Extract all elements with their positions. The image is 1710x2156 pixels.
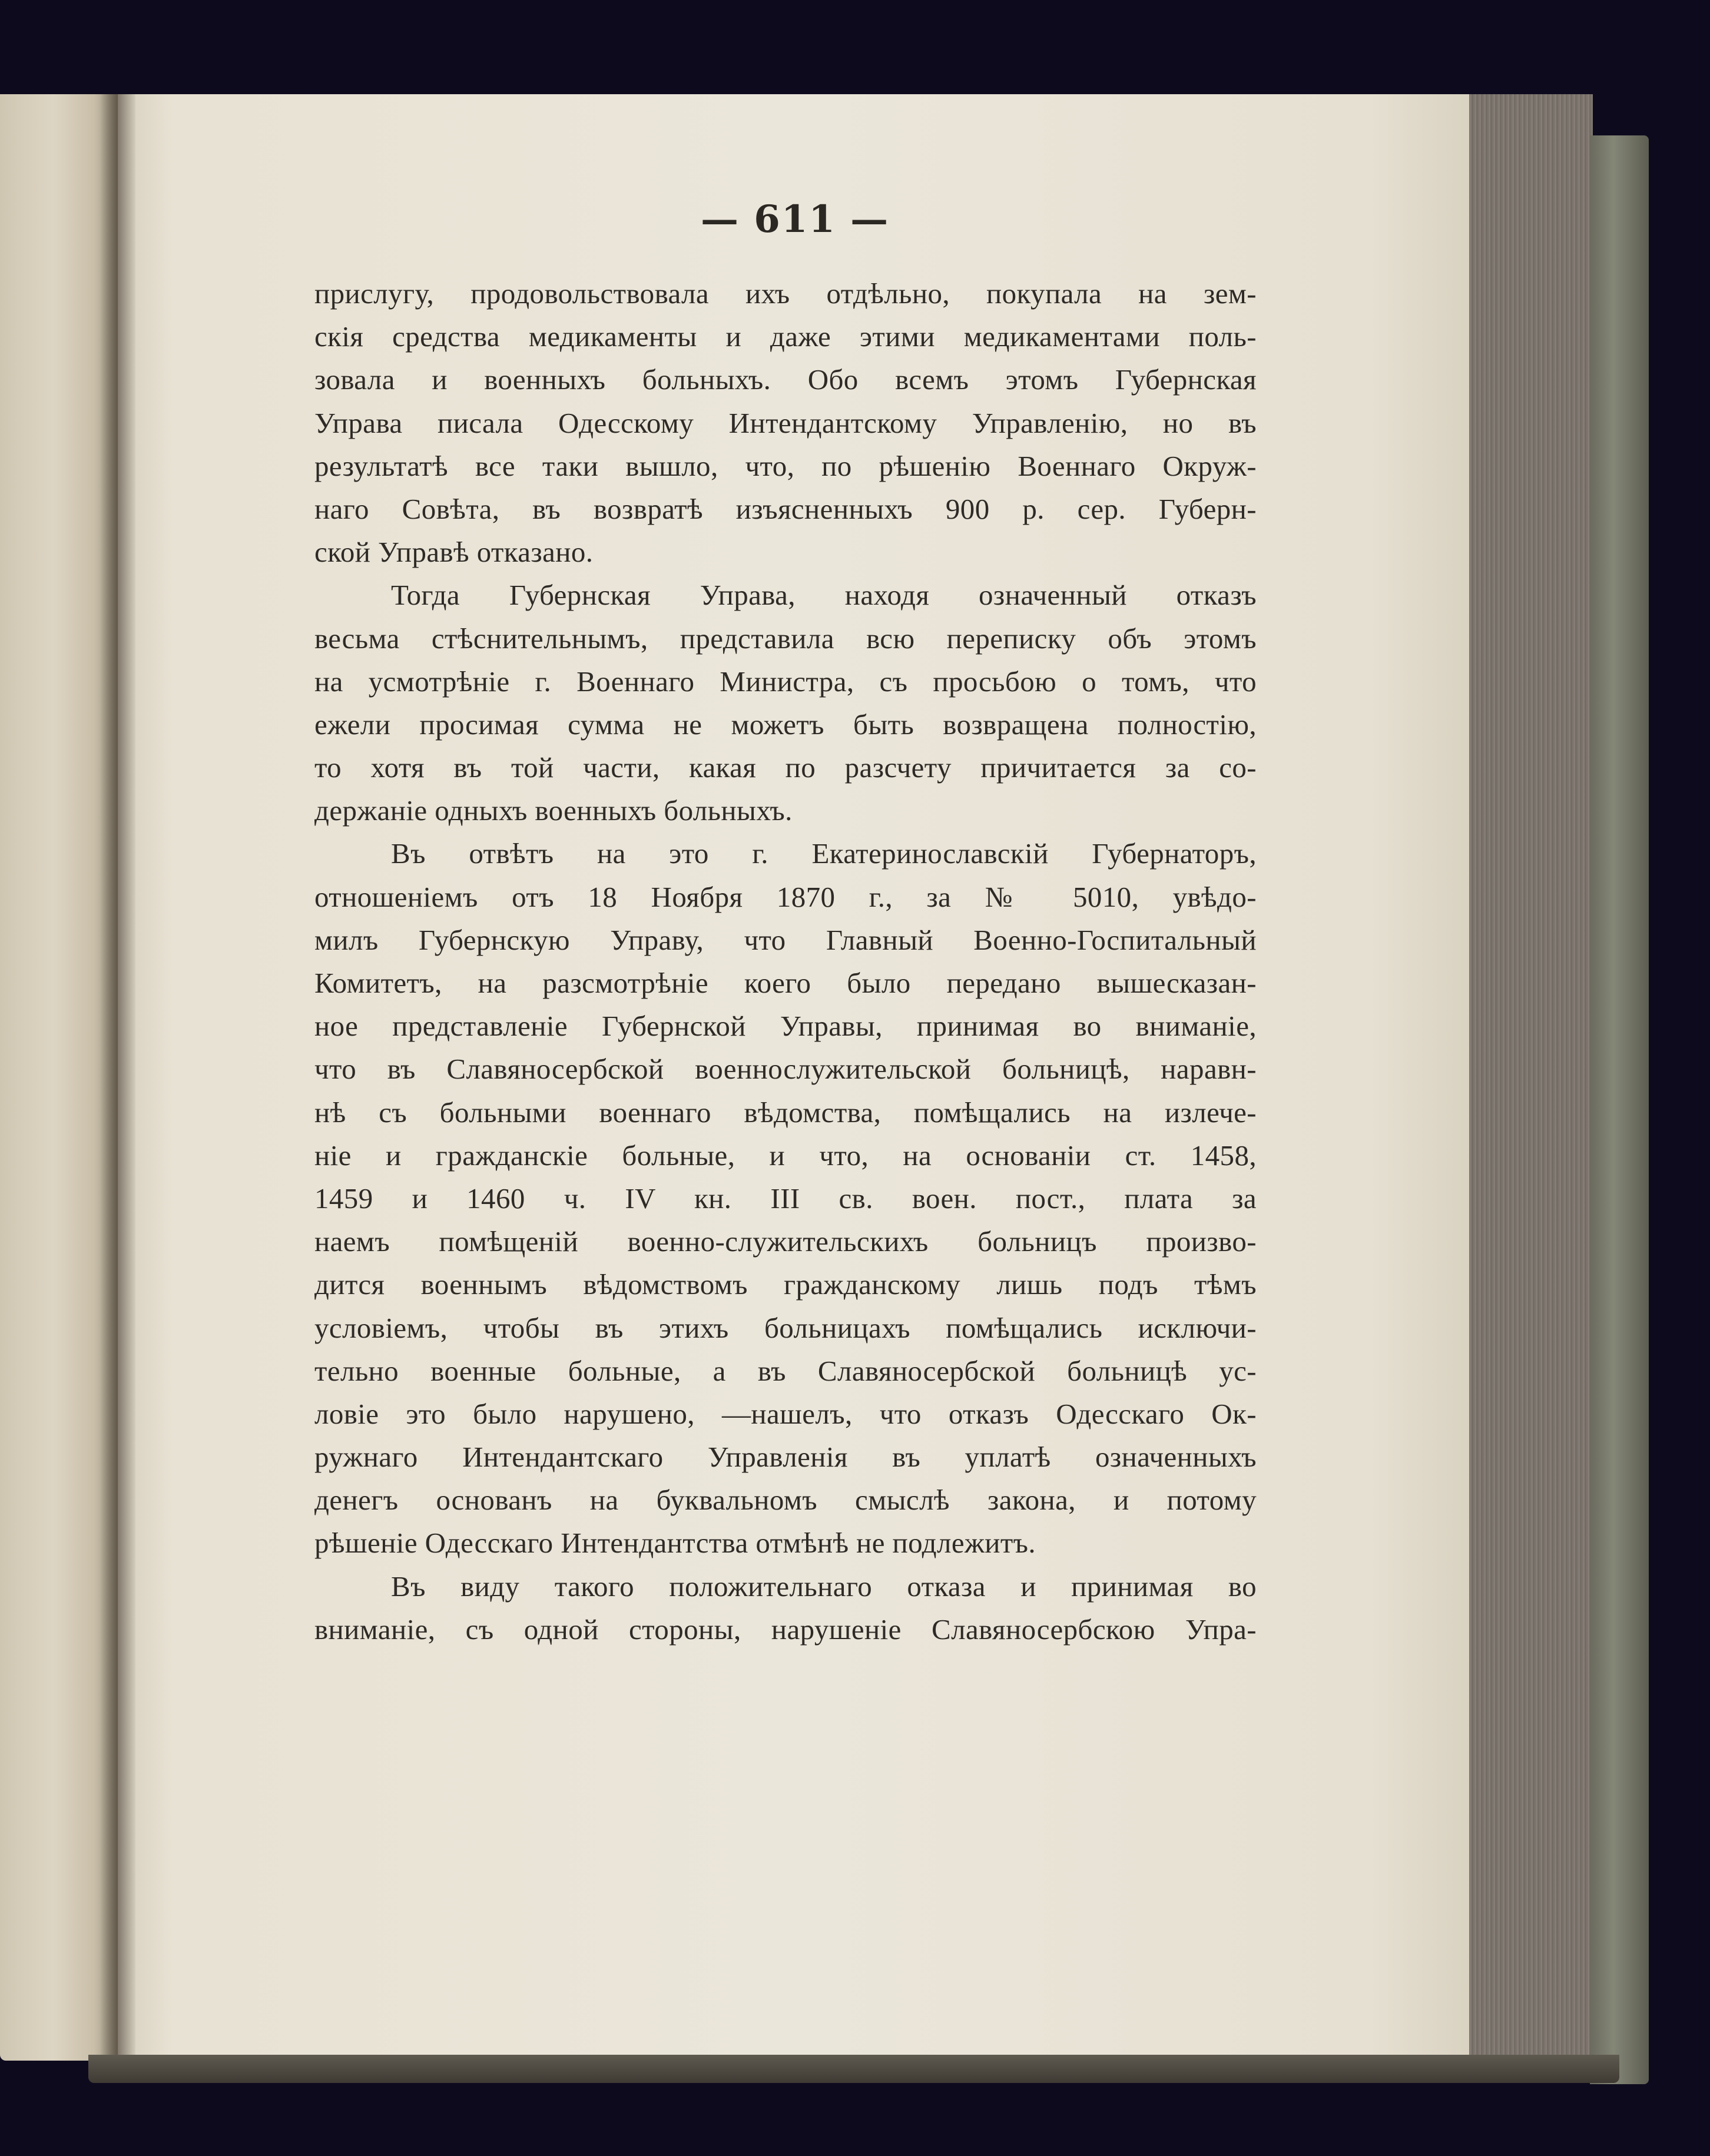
text-line: то хотя въ той части, какая по разсчету причитается за со- [314, 751, 1257, 784]
book-cover-edge [1590, 135, 1649, 2084]
text-line: наемъ помѣщеній военно-служительскихъ больницъ произво- [314, 1225, 1257, 1258]
book-bottom-edge [88, 2055, 1619, 2083]
text-line: что въ Славяносербской военнослужительской больницѣ, наравн- [314, 1053, 1257, 1086]
text-line: ніе и гражданскіе больные, и что, на основаніи ст. 1458, [314, 1139, 1257, 1172]
text-line: результатѣ все таки вышло, что, по рѣшенію Военнаго Окруж- [314, 449, 1257, 482]
text-line: Тогда Губернская Управа, находя означенный отказъ [391, 579, 1257, 612]
text-line: на усмотрѣніе г. Военнаго Министра, съ просьбою о томъ, что [314, 665, 1257, 698]
text-line: ное представленіе Губернской Управы, принимая во вниманіе, [314, 1010, 1257, 1043]
text-line: дится военнымъ вѣдомствомъ гражданскому лишь подъ тѣмъ [314, 1268, 1257, 1301]
text-line: милъ Губернскую Управу, что Главный Военно-Госпитальный [314, 923, 1257, 956]
text-line: Въ отвѣтъ на это г. Екатеринославскій Губернаторъ, [391, 837, 1257, 870]
page-gutter-shadow [100, 94, 135, 2055]
text-line: ловіе это было нарушено, —нашелъ, что отказъ Одесскаго Ок- [314, 1397, 1257, 1430]
text-line: тельно военные больные, а въ Славяносербской больницѣ ус- [314, 1354, 1257, 1387]
text-line: зовала и военныхъ больныхъ. Обо всемъ этомъ Губернская [314, 363, 1257, 396]
text-line: ружнаго Интендантскаго Управленія въ уплатѣ означенныхъ [314, 1441, 1257, 1474]
text-line: ежели просимая сумма не можетъ быть возвращена полностію, [314, 708, 1257, 741]
text-line: денегъ основанъ на буквальномъ смыслѣ закона, и потому [314, 1484, 1257, 1517]
text-line: скія средства медикаменты и даже этими медикаментами поль- [314, 320, 1257, 353]
text-line: держаніе одныхъ военныхъ больныхъ. [314, 794, 793, 827]
page-text-body [314, 272, 1257, 1651]
text-line: 1459 и 1460 ч. IV кн. III св. воен. пост., плата за [314, 1182, 1257, 1215]
text-line: Управа писала Одесскому Интендантскому Управленію, но въ [314, 406, 1257, 439]
text-line: отношеніемъ отъ 18 Ноября 1870 г., за № 5010, увѣдо- [314, 880, 1257, 913]
text-line: ской Управѣ отказано. [314, 536, 594, 569]
text-line: вниманіе, съ одной стороны, нарушеніе Славяносербскою Упра- [314, 1613, 1257, 1646]
text-line: условіемъ, чтобы въ этихъ больницахъ помѣщались исключи- [314, 1311, 1257, 1344]
page-stack-edges [1469, 94, 1593, 2061]
page-number: — 611 — [701, 197, 890, 241]
text-line: рѣшеніе Одесскаго Интендантства отмѣнѣ не подлежитъ. [314, 1527, 1036, 1560]
text-line: нѣ съ больными военнаго вѣдомства, помѣщались на излече- [314, 1096, 1257, 1129]
text-line: наго Совѣта, въ возвратѣ изъясненныхъ 900 р. сер. Губерн- [314, 492, 1257, 525]
text-line: прислугу, продовольствовала ихъ отдѣльно, покупала на зем- [314, 277, 1257, 310]
text-line: Въ виду такого положительнаго отказа и принимая во [391, 1570, 1257, 1603]
text-line: Комитетъ, на разсмотрѣніе коего было передано вышесказан- [314, 967, 1257, 999]
text-line: весьма стѣснительнымъ, представила всю переписку объ этомъ [314, 622, 1257, 655]
